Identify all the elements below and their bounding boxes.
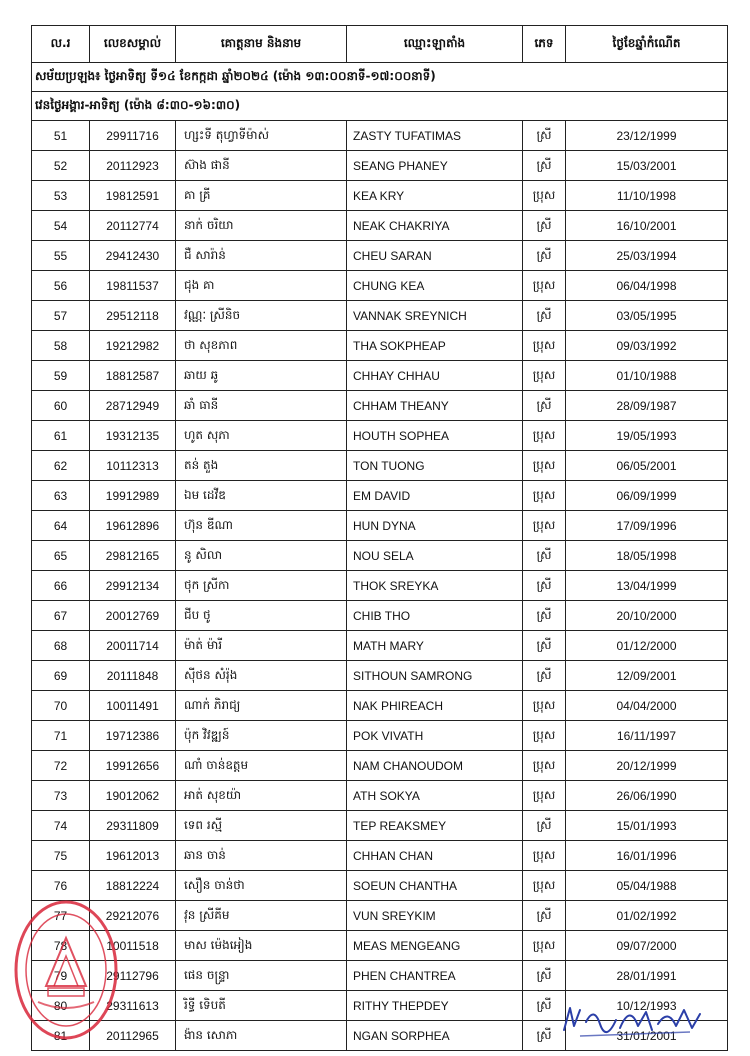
latin-name: CHUNG KEA	[347, 271, 523, 301]
table-row	[32, 691, 728, 721]
sex-cell: ស្រី	[523, 391, 566, 421]
latin-name: SITHOUN SAMRONG	[347, 661, 523, 691]
latin-name: THA SOKPHEAP	[347, 331, 523, 361]
khmer-name: គា គ្រី	[176, 181, 347, 211]
row-number: 70	[32, 691, 90, 721]
candidate-id: 20112774	[90, 211, 176, 241]
khmer-name: រិទ្ធី ទេិបតី	[176, 991, 347, 1021]
khmer-name: ណាំ ចាន់ឧត្តម	[176, 751, 347, 781]
sex-cell: ស្រី	[523, 241, 566, 271]
row-number: 52	[32, 151, 90, 181]
work-schedule-text: វេនថ្ងៃអង្គារ-អាទិត្យ (ម៉ោង ៨:៣០-១៦:៣០)	[32, 92, 728, 121]
sex-cell: ស្រី	[523, 571, 566, 601]
row-number: 69	[32, 661, 90, 691]
sex-cell: ប្រុស	[523, 451, 566, 481]
latin-name: NGAN SORPHEA	[347, 1021, 523, 1051]
latin-name: MEAS MENGEANG	[347, 931, 523, 961]
sex-cell: ស្រី	[523, 151, 566, 181]
khmer-name: នាក់ ចរិយា	[176, 211, 347, 241]
khmer-name: ឯម ដេវីឌ	[176, 481, 347, 511]
khmer-name: ណាក់ ភិរាជ្យ	[176, 691, 347, 721]
latin-name: SEANG PHANEY	[347, 151, 523, 181]
birth-date: 28/01/1991	[566, 961, 728, 991]
sex-cell: ស្រី	[523, 1021, 566, 1051]
table-row	[32, 871, 728, 901]
khmer-name: ជុង គា	[176, 271, 347, 301]
birth-date: 23/12/1999	[566, 121, 728, 151]
khmer-name: ថា សុខភាព	[176, 331, 347, 361]
latin-name: MATH MARY	[347, 631, 523, 661]
candidate-id: 19012062	[90, 781, 176, 811]
row-number: 81	[32, 1021, 90, 1051]
candidate-id: 29412430	[90, 241, 176, 271]
birth-date: 15/01/1993	[566, 811, 728, 841]
khmer-name: ង៉ាន សោភា	[176, 1021, 347, 1051]
table-row	[32, 121, 728, 151]
header-row	[32, 26, 728, 63]
latin-name: CHHAN CHAN	[347, 841, 523, 871]
birth-date: 09/03/1992	[566, 331, 728, 361]
birth-date: 17/09/1996	[566, 511, 728, 541]
candidate-id: 29212076	[90, 901, 176, 931]
candidate-id: 20011714	[90, 631, 176, 661]
latin-name: THOK SREYKA	[347, 571, 523, 601]
candidate-id: 19912656	[90, 751, 176, 781]
row-number: 56	[32, 271, 90, 301]
candidate-id: 20012769	[90, 601, 176, 631]
khmer-name: ទេព រស្មី	[176, 811, 347, 841]
schedule-row	[32, 92, 728, 121]
candidate-id: 29911716	[90, 121, 176, 151]
candidate-id: 18812587	[90, 361, 176, 391]
khmer-name: ជឺ សារ៉ាន់	[176, 241, 347, 271]
latin-name: ATH SOKYA	[347, 781, 523, 811]
row-number: 51	[32, 121, 90, 151]
sex-cell: ប្រុស	[523, 421, 566, 451]
latin-name: RITHY THEPDEY	[347, 991, 523, 1021]
birth-date: 16/11/1997	[566, 721, 728, 751]
birth-date: 18/05/1998	[566, 541, 728, 571]
latin-name: VANNAK SREYNICH	[347, 301, 523, 331]
table-row	[32, 301, 728, 331]
table-row	[32, 841, 728, 871]
khmer-name: អាត់ សុខយ៉ា	[176, 781, 347, 811]
latin-name: CHHAM THEANY	[347, 391, 523, 421]
table-row	[32, 661, 728, 691]
latin-name: TEP REAKSMEY	[347, 811, 523, 841]
candidate-id: 19712386	[90, 721, 176, 751]
latin-name: NOU SELA	[347, 541, 523, 571]
khmer-name: ឆាំ ធានី	[176, 391, 347, 421]
birth-date: 25/03/1994	[566, 241, 728, 271]
sex-cell: ស្រី	[523, 631, 566, 661]
sex-cell: ប្រុស	[523, 181, 566, 211]
session-row	[32, 63, 728, 92]
candidate-id: 18812224	[90, 871, 176, 901]
sex-cell: ស្រី	[523, 991, 566, 1021]
candidate-id: 29311809	[90, 811, 176, 841]
table-row	[32, 511, 728, 541]
table-row	[32, 991, 728, 1021]
sex-cell: ស្រី	[523, 901, 566, 931]
birth-date: 05/04/1988	[566, 871, 728, 901]
latin-name: HUN DYNA	[347, 511, 523, 541]
birth-date: 01/12/2000	[566, 631, 728, 661]
row-number: 58	[32, 331, 90, 361]
sex-cell: ស្រី	[523, 661, 566, 691]
sex-cell: ប្រុស	[523, 691, 566, 721]
birth-date: 06/05/2001	[566, 451, 728, 481]
candidate-id: 29812165	[90, 541, 176, 571]
row-number: 72	[32, 751, 90, 781]
birth-date: 01/02/1992	[566, 901, 728, 931]
candidate-id: 29112796	[90, 961, 176, 991]
khmer-name: ឆាន ចាន់	[176, 841, 347, 871]
table-row	[32, 721, 728, 751]
khmer-name: ស៊ាង ផានី	[176, 151, 347, 181]
birth-date: 26/06/1990	[566, 781, 728, 811]
candidate-id: 19612896	[90, 511, 176, 541]
birth-date: 16/01/1996	[566, 841, 728, 871]
candidate-id: 29512118	[90, 301, 176, 331]
table-row	[32, 181, 728, 211]
birth-date: 15/03/2001	[566, 151, 728, 181]
table-row	[32, 931, 728, 961]
sex-cell: ប្រុស	[523, 481, 566, 511]
sex-cell: ប្រុស	[523, 751, 566, 781]
row-number: 74	[32, 811, 90, 841]
latin-name: CHIB THO	[347, 601, 523, 631]
latin-name: NEAK CHAKRIYA	[347, 211, 523, 241]
birth-date: 31/01/2001	[566, 1021, 728, 1051]
latin-name: HOUTH SOPHEA	[347, 421, 523, 451]
table-row	[32, 1021, 728, 1051]
table-row	[32, 481, 728, 511]
row-number: 71	[32, 721, 90, 751]
row-number: 75	[32, 841, 90, 871]
table-row	[32, 601, 728, 631]
candidate-id: 19312135	[90, 421, 176, 451]
row-number: 66	[32, 571, 90, 601]
latin-name: POK VIVATH	[347, 721, 523, 751]
row-number: 62	[32, 451, 90, 481]
row-number: 67	[32, 601, 90, 631]
sex-cell: ស្រី	[523, 811, 566, 841]
khmer-name: ប៉ុក វិវឌ្ឍន៍	[176, 721, 347, 751]
table-row	[32, 331, 728, 361]
table-row	[32, 421, 728, 451]
candidate-id: 10011518	[90, 931, 176, 961]
khmer-name: ហ្សះទី តុហ្វាទីម៉ាស់	[176, 121, 347, 151]
row-number: 55	[32, 241, 90, 271]
header-sex: ភេទ	[523, 26, 566, 63]
row-number: 57	[32, 301, 90, 331]
khmer-name: ហូត សុភា	[176, 421, 347, 451]
khmer-name: ស៊ីថន សំរ៉ុង	[176, 661, 347, 691]
birth-date: 11/10/1998	[566, 181, 728, 211]
row-number: 63	[32, 481, 90, 511]
roster-sheet	[31, 25, 721, 1051]
khmer-name: វណ្ណៈ ស្រីនិច	[176, 301, 347, 331]
row-number: 64	[32, 511, 90, 541]
birth-date: 03/05/1995	[566, 301, 728, 331]
sex-cell: ប្រុស	[523, 931, 566, 961]
birth-date: 20/12/1999	[566, 751, 728, 781]
row-number: 73	[32, 781, 90, 811]
birth-date: 06/04/1998	[566, 271, 728, 301]
table-row	[32, 361, 728, 391]
khmer-name: ម៉ាត់ ម៉ារី	[176, 631, 347, 661]
row-number: 79	[32, 961, 90, 991]
row-number: 60	[32, 391, 90, 421]
candidate-id: 10011491	[90, 691, 176, 721]
candidate-id: 19811537	[90, 271, 176, 301]
birth-date: 10/12/1993	[566, 991, 728, 1021]
table-row	[32, 211, 728, 241]
row-number: 80	[32, 991, 90, 1021]
latin-name: PHEN CHANTREA	[347, 961, 523, 991]
row-number: 68	[32, 631, 90, 661]
sex-cell: ប្រុស	[523, 271, 566, 301]
sex-cell: ស្រី	[523, 541, 566, 571]
row-number: 65	[32, 541, 90, 571]
latin-name: NAM CHANOUDOM	[347, 751, 523, 781]
table-row	[32, 391, 728, 421]
sex-cell: ប្រុស	[523, 511, 566, 541]
candidate-id: 19612013	[90, 841, 176, 871]
table-row	[32, 751, 728, 781]
sex-cell: ស្រី	[523, 211, 566, 241]
khmer-name: តន់ តួង	[176, 451, 347, 481]
candidate-id: 20112965	[90, 1021, 176, 1051]
table-row	[32, 541, 728, 571]
table-row	[32, 451, 728, 481]
row-number: 76	[32, 871, 90, 901]
latin-name: NAK PHIREACH	[347, 691, 523, 721]
row-number: 77	[32, 901, 90, 931]
candidate-id: 29311613	[90, 991, 176, 1021]
sex-cell: ប្រុស	[523, 331, 566, 361]
row-number: 78	[32, 931, 90, 961]
sex-cell: ស្រី	[523, 121, 566, 151]
khmer-name: សឿន ចាន់ថា	[176, 871, 347, 901]
latin-name: ZASTY TUFATIMAS	[347, 121, 523, 151]
header-id: លេខសម្គាល់	[90, 26, 176, 63]
table-row	[32, 631, 728, 661]
birth-date: 12/09/2001	[566, 661, 728, 691]
header-khmer-name: គោត្តនាម និងនាម	[176, 26, 347, 63]
row-number: 54	[32, 211, 90, 241]
birth-date: 19/05/1993	[566, 421, 728, 451]
candidate-id: 20111848	[90, 661, 176, 691]
birth-date: 20/10/2000	[566, 601, 728, 631]
candidate-id: 28712949	[90, 391, 176, 421]
khmer-name: ថុក ស្រីកា	[176, 571, 347, 601]
header-number: ល.រ	[32, 26, 90, 63]
candidate-id: 10112313	[90, 451, 176, 481]
exam-session-text: សម័យប្រឡង៖ ថ្ងៃអាទិត្យ ទី១៤ ខែកក្កដា ឆ្នាំ២០២៤ (ម៉ោង ១៣:០០នាទី-១៧:០០នាទី)	[32, 63, 728, 92]
sex-cell: ស្រី	[523, 601, 566, 631]
header-birth-date: ថ្ងៃខែឆ្នាំកំណើត	[566, 26, 728, 63]
khmer-name: ហ៊ុន ឌីណា	[176, 511, 347, 541]
khmer-name: ឆាយ ឆូ	[176, 361, 347, 391]
sex-cell: ប្រុស	[523, 721, 566, 751]
table-row	[32, 271, 728, 301]
sex-cell: ប្រុស	[523, 841, 566, 871]
table-row	[32, 571, 728, 601]
candidate-id: 19812591	[90, 181, 176, 211]
birth-date: 09/07/2000	[566, 931, 728, 961]
sex-cell: ស្រី	[523, 301, 566, 331]
table-row	[32, 241, 728, 271]
table-row	[32, 811, 728, 841]
birth-date: 28/09/1987	[566, 391, 728, 421]
latin-name: SOEUN CHANTHA	[347, 871, 523, 901]
sex-cell: ប្រុស	[523, 781, 566, 811]
birth-date: 01/10/1988	[566, 361, 728, 391]
row-number: 61	[32, 421, 90, 451]
row-number: 59	[32, 361, 90, 391]
birth-date: 04/04/2000	[566, 691, 728, 721]
khmer-name: ផេន ចន្ទ្រា	[176, 961, 347, 991]
khmer-name: វុន ស្រីគីម	[176, 901, 347, 931]
birth-date: 16/10/2001	[566, 211, 728, 241]
latin-name: TON TUONG	[347, 451, 523, 481]
latin-name: EM DAVID	[347, 481, 523, 511]
khmer-name: មាស ម៉េងអៀង	[176, 931, 347, 961]
birth-date: 06/09/1999	[566, 481, 728, 511]
header-latin-name: ឈ្មោះឡាតាំង	[347, 26, 523, 63]
candidate-id: 29912134	[90, 571, 176, 601]
row-number: 53	[32, 181, 90, 211]
sex-cell: ប្រុស	[523, 361, 566, 391]
candidate-id: 19212982	[90, 331, 176, 361]
latin-name: CHHAY CHHAU	[347, 361, 523, 391]
table-row	[32, 151, 728, 181]
latin-name: CHEU SARAN	[347, 241, 523, 271]
table-row	[32, 961, 728, 991]
candidate-id: 19912989	[90, 481, 176, 511]
candidate-id: 20112923	[90, 151, 176, 181]
latin-name: VUN SREYKIM	[347, 901, 523, 931]
table-row	[32, 781, 728, 811]
sex-cell: ស្រី	[523, 961, 566, 991]
khmer-name: ជីប ថូ	[176, 601, 347, 631]
birth-date: 13/04/1999	[566, 571, 728, 601]
latin-name: KEA KRY	[347, 181, 523, 211]
khmer-name: នូ សិលា	[176, 541, 347, 571]
sex-cell: ប្រុស	[523, 871, 566, 901]
table-row	[32, 901, 728, 931]
candidate-table	[31, 25, 728, 1051]
